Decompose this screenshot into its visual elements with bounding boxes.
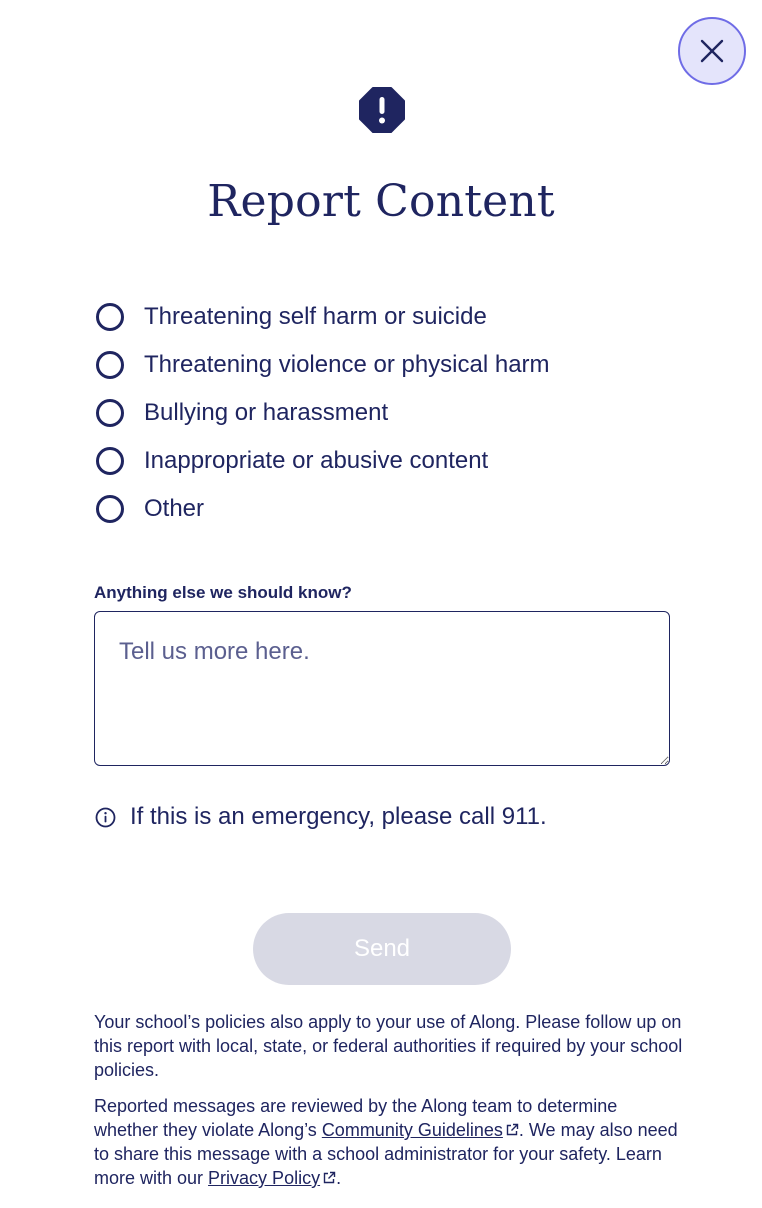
send-button[interactable]: Send	[253, 913, 511, 985]
option-label: Bullying or harassment	[144, 399, 389, 426]
option-label: Threatening self harm or suicide	[144, 303, 487, 330]
external-link-icon	[322, 1171, 336, 1185]
community-guidelines-link[interactable]	[322, 1120, 519, 1140]
emergency-notice	[95, 803, 547, 831]
external-link-icon	[505, 1123, 519, 1137]
details-textarea[interactable]	[94, 611, 670, 766]
option-label: Other	[144, 495, 205, 522]
details-label: Anything else we should know?	[94, 583, 352, 602]
radio-button[interactable]	[96, 351, 124, 379]
option-bullying[interactable]	[96, 389, 550, 437]
policy-paragraph-2	[94, 1094, 684, 1190]
page-title: Report Content	[207, 176, 555, 227]
policy-text: . We may also need to share this message with a school administrator for your safety. Learn more with our	[94, 1120, 678, 1188]
radio-button[interactable]	[96, 447, 124, 475]
option-self-harm[interactable]	[96, 293, 550, 341]
radio-button[interactable]	[96, 399, 124, 427]
radio-button[interactable]	[96, 495, 124, 523]
policy-text: Reported messages are reviewed by the Along team to determine whether they violate Along’s	[94, 1096, 618, 1140]
close-icon	[699, 38, 725, 64]
privacy-policy-link-text: Privacy Policy	[208, 1168, 321, 1188]
policy-paragraph-1: Your school’s policies also apply to your use of Along. Please follow up on this report with local, state, or federal authorities if required by your school policies.	[94, 1012, 683, 1080]
radio-button[interactable]	[96, 303, 124, 331]
option-other[interactable]	[96, 485, 550, 533]
emergency-text: If this is an emergency, please call 911.	[130, 803, 547, 830]
option-label: Threatening violence or physical harm	[144, 351, 550, 378]
privacy-policy-link[interactable]	[208, 1168, 336, 1188]
alert-octagon-icon	[359, 87, 405, 133]
report-reason-options	[96, 293, 550, 533]
close-button[interactable]	[678, 17, 746, 85]
option-label: Inappropriate or abusive content	[144, 447, 489, 474]
info-icon	[95, 807, 116, 828]
option-inappropriate[interactable]	[96, 437, 550, 485]
policy-text: .	[336, 1168, 342, 1188]
option-violence[interactable]	[96, 341, 550, 389]
community-guidelines-link-text: Community Guidelines	[321, 1120, 503, 1140]
